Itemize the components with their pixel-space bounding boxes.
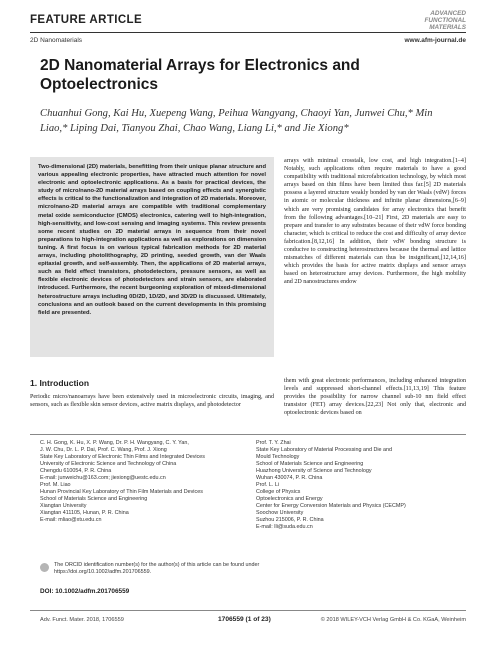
affiliation-line: Suzhou 215006, P. R. China <box>256 517 324 523</box>
introduction-text: Periodic micro/nanoarrays have been extensively used in microelectronic circuits, imaging, and sensors, such as flexible skin sensor devices, active matrix displays, and photodetector <box>30 394 274 409</box>
affiliation-line: University of Electronic Science and Technology of China <box>40 461 177 467</box>
affiliation-email[interactable]: E-mail: lli@suda.edu.cn <box>256 524 313 530</box>
affiliations-right <box>256 440 466 531</box>
logo-line: FUNCTIONAL <box>424 17 466 24</box>
affiliations-left <box>40 440 250 524</box>
affiliation-line: Hunan Provincial Key Laboratory of Thin Film Materials and Devices <box>40 489 203 495</box>
affiliation-line: C. H. Gong, K. Hu, X. P. Wang, Dr. P. H. Wangyang, C. Y. Yan, <box>40 440 189 446</box>
affiliation-line: College of Physics <box>256 489 301 495</box>
affiliation-line: Mould Technology <box>256 454 300 460</box>
affiliation-line: Wuhan 430074, P. R. China <box>256 475 323 481</box>
affiliation-line: Xiangtan University <box>40 503 87 509</box>
affiliation-line: State Key Laboratory of Electronic Thin Films and Integrated Devices <box>40 454 205 460</box>
affiliation-line: School of Materials Science and Engineering <box>256 461 364 467</box>
orcid-icon <box>40 563 49 572</box>
affiliation-email[interactable]: E-mail: mliao@xtu.edu.cn <box>40 517 102 523</box>
footer-divider <box>30 610 466 611</box>
affiliation-line: J. W. Chu, Dr. L. P. Dai, Prof. C. Wang, Prof. J. Xiong <box>40 447 167 453</box>
logo-line: ADVANCED <box>430 10 466 17</box>
affiliation-line: Prof. L. Li <box>256 482 280 488</box>
right-column-text: arrays with minimal crosstalk, low cost, and high integration.[1–4] Notably, such applications often require materials to have a good compatibility with traditional microfabrication technology, by which most arrays based on thin films have been limited thus far.[5] 2D materials possess a layered structure weakly bonded by van der Waals (vdW) forces in atomic or molecular thickness and infinite planar dimensions,[6–9] which are very promising candidates for array electronics that benefit from the following advantages.[10–21] First, 2D materials are easy to prepare and transfer to any substrates because of their vdW force bonding character, which is critical to reduce the cost and difficulty of array device fabrication.[8,12,16] In addition, their vdW bonding structure is conducive to constructing heterostructures because the thermal and lattice mismatches of different materials can thus be insignificant,[12,14,16] which provides the basis for active matrix displays and sensor arrays based on heterostructure array devices. Furthermore, the high mobility and 2D nanostructures endow <box>284 158 466 286</box>
affiliation-line: Optoelectronics and Energy <box>256 496 323 502</box>
article-title: 2D Nanomaterial Arrays for Electronics and Optoelectronics <box>40 57 360 93</box>
author-list: Chuanhui Gong, Kai Hu, Xuepeng Wang, Peihua Wangyang, Chaoyi Yan, Junwei Chu,* Min Liao,* Liping Dai, Tianyou Zhai, Chao Wang, Liang Li,* and Jie Xiong* <box>40 108 433 134</box>
affiliation-line: Center for Energy Conversion Materials and Physics (CECMP) <box>256 503 406 509</box>
abstract-box <box>30 157 274 357</box>
doi-label[interactable]: DOI: 10.1002/adfm.201706559 <box>40 588 130 595</box>
article-type-label: FEATURE ARTICLE <box>30 14 143 26</box>
affiliation-line: Prof. M. Liao <box>40 482 71 488</box>
orcid-note-text[interactable]: The ORCID identification number(s) for the author(s) of this article can be found under https://doi.org/10.1002/adfm.201706559. <box>54 562 260 575</box>
affiliation-line: Huazhong University of Science and Technology <box>256 468 372 474</box>
affiliation-line: Soochow University <box>256 510 304 516</box>
affiliation-line: Xiangtan 411105, Hunan, P. R. China <box>40 510 129 516</box>
affiliation-line: State Key Laboratory of Material Processing and Die and <box>256 447 393 453</box>
section-heading-introduction: 1. Introduction <box>30 378 90 388</box>
footer-copyright: © 2018 WILEY-VCH Verlag GmbH & Co. KGaA, Weinheim <box>320 617 466 623</box>
affiliation-line: Prof. T. Y. Zhai <box>256 440 291 446</box>
abstract-text: Two-dimensional (2D) materials, benefitting from their unique planar structure and various appealing electronic properties, have attracted much attention for novel electronic and optoelectronic applications. As a basis for practical devices, the study of micro/nano-2D material arrays based on coupling effects and synergistic effects is critical to the functionalization and integration of 2D materials. Moreover, micro/nano-2D material arrays are compatible with traditional complementary metal oxide semiconductor (CMOS) electronics, catering well to high-integration, high-sensitivity, and low-cost sensing and imaging systems. This review presents some recent studies on 2D material arrays in sequence from their novel preparations to high-integration applications as well as explorations on dimension tuning. A first focus is on various typical fabrication methods for 2D material arrays, including photolithography, 2D printing, seeded growth, van der Waals epitaxial growth, and self-assembly. Then, the applications of 2D material arrays, such as field effect transistors, photodetectors, pressure sensors, as well as flexible electronic devices of photodetectors and strain sensors, are elaborated introduced. Furthermore, the recent burgeoning exploration of mixed-dimensional heterostructure arrays including 0D/2D, 1D/2D, and 3D/2D is discussed. Ultimately, conclusions and an outlook based on the current developments in this promising field are presented. <box>38 164 266 316</box>
affiliation-line: School of Materials Science and Engineering <box>40 496 148 502</box>
orcid-note <box>40 562 260 576</box>
journal-url[interactable]: www.afm-journal.de <box>404 37 466 44</box>
logo-line: MATERIALS <box>429 24 466 31</box>
affiliation-line: Chengdu 610054, P. R. China <box>40 468 112 474</box>
journal-logo <box>404 10 466 31</box>
header-divider <box>30 32 466 33</box>
footer-citation: Adv. Funct. Mater. 2018, 1706559 <box>40 617 124 623</box>
section-label: 2D Nanomaterials <box>30 37 83 44</box>
footer-page-number: 1706559 (1 of 23) <box>218 616 271 623</box>
affiliation-email[interactable]: E-mail: junweichu@163.com; jiexiong@uestc.edu.cn <box>40 475 166 481</box>
affiliations-divider <box>30 434 466 435</box>
continued-body-text: them with great electronic performances, including enhanced integration levels and suppressed short-channel effects.[11,13,19] This feature provides the possibility for narrow channel sub-10 nm field effect transistor (FET) array devices.[22,23] Not only that, electronic and optoelectronic devices based on <box>284 378 466 417</box>
